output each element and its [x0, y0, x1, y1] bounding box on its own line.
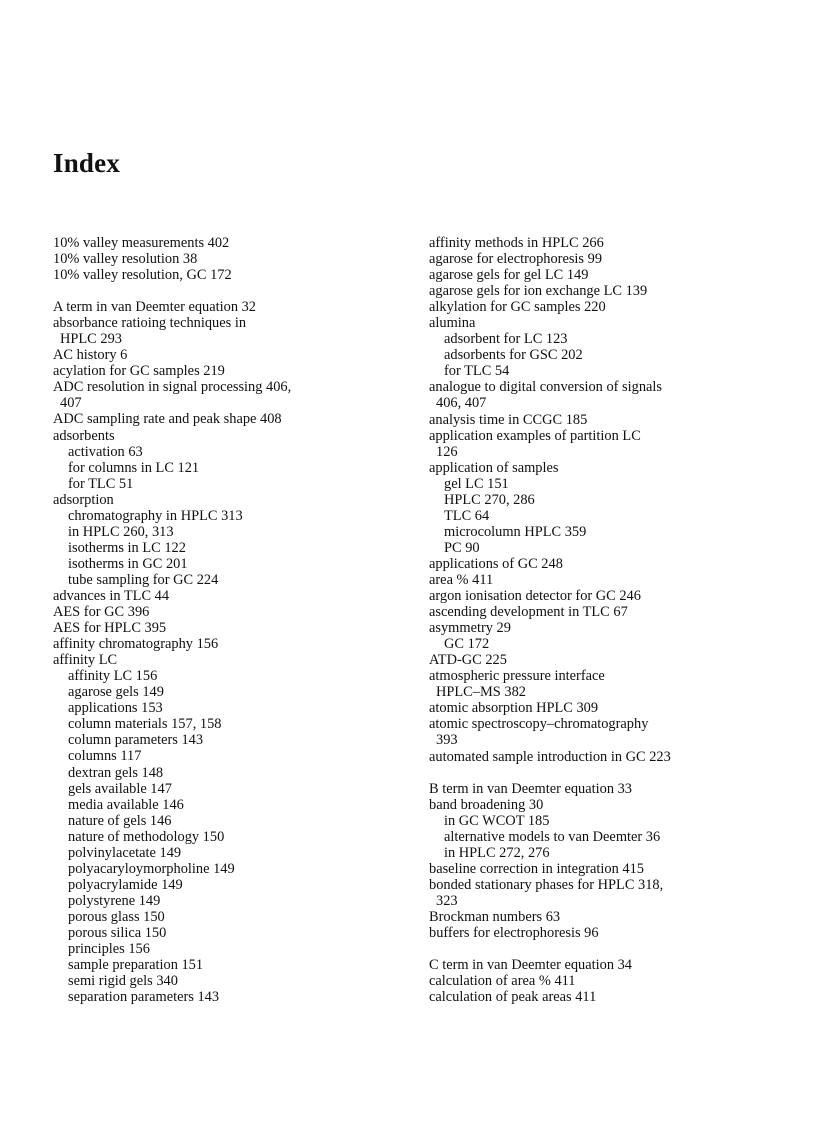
index-entry: asymmetry 29 — [429, 620, 511, 637]
index-entry: A term in van Deemter equation 32 — [53, 299, 257, 316]
index-entry: AC history 6 — [53, 347, 128, 364]
index-entry: affinity chromatography 156 — [53, 636, 219, 653]
index-subentry: sample preparation 151 — [68, 957, 204, 974]
index-subentry: porous glass 150 — [68, 908, 165, 925]
index-subentry: HPLC 270, 286 — [444, 491, 535, 508]
index-subentry: GC 172 — [444, 636, 490, 653]
index-subentry: in GC WCOT 185 — [444, 812, 550, 829]
index-subentry: in HPLC 260, 313 — [68, 523, 174, 540]
index-entry: agarose gels for ion exchange LC 139 — [429, 283, 648, 300]
index-subentry: separation parameters 143 — [68, 989, 220, 1006]
index-entry: AES for HPLC 395 — [53, 620, 167, 637]
index-entry: application of samples — [429, 459, 559, 476]
index-subentry: tube sampling for GC 224 — [68, 571, 219, 588]
index-subentry: polvinylacetate 149 — [68, 844, 182, 861]
index-subentry: adsorbent for LC 123 — [444, 331, 568, 348]
index-subentry: polyacrylamide 149 — [68, 876, 183, 893]
index-entry: affinity methods in HPLC 266 — [429, 235, 604, 251]
page-title: Index — [53, 148, 121, 178]
index-subentry: TLC 64 — [444, 507, 490, 524]
index-subentry: column parameters 143 — [68, 732, 204, 749]
index-subentry: principles 156 — [68, 941, 150, 958]
section-gap — [429, 941, 799, 957]
index-subentry: in HPLC 272, 276 — [444, 844, 550, 861]
index-subentry: polystyrene 149 — [68, 892, 161, 909]
index-entry: B term in van Deemter equation 33 — [429, 780, 633, 797]
index-entry: baseline correction in integration 415 — [429, 860, 644, 877]
index-entry: applications of GC 248 — [429, 555, 563, 572]
index-entry: ADC resolution in signal processing 406, — [53, 379, 292, 396]
index-entry: C term in van Deemter equation 34 — [429, 957, 633, 974]
index-entry: atomic spectroscopy–chromatography — [429, 716, 649, 733]
index-subentry: porous silica 150 — [68, 924, 167, 941]
index-subentry: gels available 147 — [68, 780, 172, 797]
index-entry: atmospheric pressure interface — [429, 668, 605, 685]
index-entry: adsorbents — [53, 427, 115, 444]
index-entry: ascending development in TLC 67 — [429, 604, 628, 621]
index-entry: argon ionisation detector for GC 246 — [429, 588, 641, 605]
index-subentry: nature of methodology 150 — [68, 828, 225, 845]
index-subentry: microcolumn HPLC 359 — [444, 523, 587, 540]
index-column-right — [429, 235, 799, 1005]
index-entry: area % 411 — [429, 571, 494, 588]
index-entry: buffers for electrophoresis 96 — [429, 924, 599, 941]
index-entry: 10% valley measurements 402 — [53, 235, 230, 251]
index-entry: calculation of peak areas 411 — [429, 989, 597, 1006]
index-subentry: alternative models to van Deemter 36 — [444, 828, 661, 845]
index-entry: bonded stationary phases for HPLC 318, — [429, 876, 664, 893]
index-entry: adsorption — [53, 491, 114, 508]
index-entry: 407 — [60, 395, 82, 412]
index-entry: affinity LC — [53, 652, 118, 669]
index-entry: absorbance ratioing techniques in — [53, 315, 247, 332]
index-subentry: nature of gels 146 — [68, 812, 172, 829]
index-subentry: affinity LC 156 — [68, 668, 158, 685]
index-entry: 10% valley resolution 38 — [53, 251, 198, 268]
index-entry: agarose for electrophoresis 99 — [429, 251, 603, 268]
index-entry: Brockman numbers 63 — [429, 908, 561, 925]
index-subentry: isotherms in GC 201 — [68, 555, 188, 572]
index-subentry: PC 90 — [444, 539, 480, 556]
index-subentry: applications 153 — [68, 700, 163, 717]
index-entry: 406, 407 — [436, 395, 487, 412]
index-subentry: for TLC 54 — [444, 363, 510, 380]
index-entry: 323 — [436, 892, 458, 909]
index-subentry: for columns in LC 121 — [68, 459, 200, 476]
index-subentry: semi rigid gels 340 — [68, 973, 178, 990]
index-subentry: media available 146 — [68, 796, 184, 813]
index-subentry: dextran gels 148 — [68, 764, 164, 781]
index-subentry: adsorbents for GSC 202 — [444, 347, 583, 364]
index-entry: 393 — [436, 732, 458, 749]
index-entry: application examples of partition LC — [429, 427, 641, 444]
index-subentry: columns 117 — [68, 748, 142, 765]
index-subentry: for TLC 51 — [68, 475, 134, 492]
index-column-left — [53, 235, 423, 1005]
index-subentry: polyacaryloymorpholine 149 — [68, 860, 235, 877]
index-subentry: isotherms in LC 122 — [68, 539, 186, 556]
index-subentry: agarose gels 149 — [68, 684, 164, 701]
section-gap — [53, 283, 423, 299]
index-entry: calculation of area % 411 — [429, 973, 576, 990]
index-entry: ADC sampling rate and peak shape 408 — [53, 411, 282, 428]
index-entry: analysis time in CCGC 185 — [429, 411, 588, 428]
index-subentry: column materials 157, 158 — [68, 716, 222, 733]
index-entry: 10% valley resolution, GC 172 — [53, 267, 232, 284]
index-subentry: chromatography in HPLC 313 — [68, 507, 243, 524]
index-entry: analogue to digital conversion of signals — [429, 379, 662, 396]
index-entry: automated sample introduction in GC 223 — [429, 748, 671, 765]
index-entry: ATD-GC 225 — [429, 652, 507, 669]
index-entry: acylation for GC samples 219 — [53, 363, 225, 380]
index-entry: alumina — [429, 315, 476, 332]
index-entry: AES for GC 396 — [53, 604, 150, 621]
index-entry: agarose gels for gel LC 149 — [429, 267, 589, 284]
section-gap — [429, 765, 799, 781]
index-entry: 126 — [436, 443, 458, 460]
index-subentry: gel LC 151 — [444, 475, 509, 492]
index-entry: atomic absorption HPLC 309 — [429, 700, 599, 717]
index-entry: advances in TLC 44 — [53, 587, 170, 604]
index-entry: HPLC 293 — [60, 331, 122, 348]
index-entry: HPLC–MS 382 — [436, 684, 526, 701]
index-subentry: activation 63 — [68, 443, 143, 460]
index-entry: alkylation for GC samples 220 — [429, 299, 606, 316]
index-entry: band broadening 30 — [429, 796, 544, 813]
